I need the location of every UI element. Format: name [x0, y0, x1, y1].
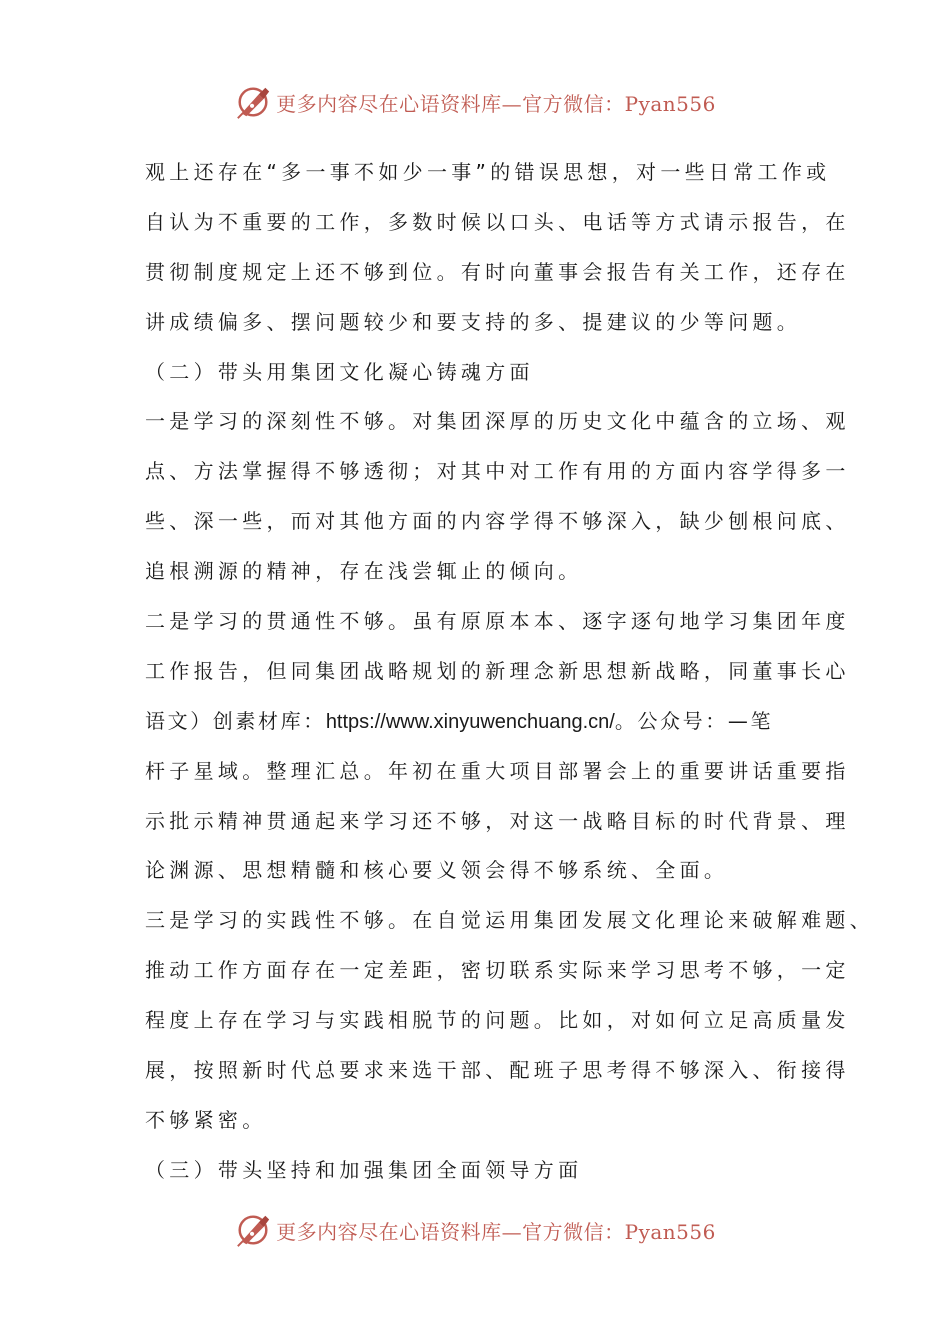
pen-nib-logo-icon — [234, 83, 272, 121]
text-line: 不够紧密。 — [145, 1107, 267, 1132]
footer-banner — [0, 1208, 950, 1252]
text-line: 示批示精神贯通起来学习还不够，对这一战略目标的时代背景、理 — [145, 808, 850, 833]
text-line: 推动工作方面存在一定差距，密切联系实际来学习思考不够，一定 — [145, 958, 850, 983]
text-line: 一是学习的深刻性不够。对集团深厚的历史文化中蕴含的立场、观 — [145, 409, 850, 434]
text-line: 工作报告，但同集团战略规划的新理念新思想新战略，同董事长心 — [145, 658, 850, 683]
text-line: 展，按照新时代总要求来选干部、配班子思考得不够深入、衔接得 — [145, 1058, 850, 1083]
website-url: https://www.xinyuwenchuang.cn/ — [325, 710, 615, 733]
text-line: 自认为不重要的工作，多数时候以口头、电话等方式请示报告，在 — [145, 209, 850, 234]
section-heading: （二）带头用集团文化凝心铸魂方面 — [145, 359, 534, 384]
header-banner-text: 更多内容尽在心语资料库—官方微信：Pyan556 — [276, 91, 716, 116]
text-line: 追根溯源的精神，存在浅尝辄止的倾向。 — [145, 559, 583, 584]
document-body — [145, 148, 874, 1196]
text-line: 程度上存在学习与实践相脱节的问题。比如，对如何立足高质量发 — [145, 1008, 850, 1033]
text-line: 杆子星域。整理汇总。年初在重大项目部署会上的重要讲话重要指 — [145, 758, 850, 783]
section-heading: （三）带头坚持和加强集团全面领导方面 — [145, 1157, 583, 1182]
header-banner — [0, 80, 950, 124]
text-line: 些、深一些，而对其他方面的内容学得不够深入，缺少刨根问底、 — [145, 509, 850, 534]
footer-banner-text: 更多内容尽在心语资料库—官方微信：Pyan556 — [276, 1219, 716, 1244]
text-line: 论渊源、思想精髓和核心要义领会得不够系统、全面。 — [145, 858, 729, 883]
url-line-prefix: 语文）创素材库： — [145, 708, 326, 733]
text-line-with-url — [145, 697, 825, 747]
text-line: 贯彻制度规定上还不够到位。有时向董事会报告有关工作，还存在 — [145, 259, 850, 284]
text-line: 二是学习的贯通性不够。虽有原原本本、逐字逐句地学习集团年度 — [145, 609, 850, 634]
text-line: 观上还存在“多一事不如少一事”的错误思想，对一些日常工作或 — [145, 160, 831, 184]
url-line-suffix: 。公众号：—笔 — [614, 708, 774, 733]
text-line: 点、方法掌握得不够透彻；对其中对工作有用的方面内容学得多一 — [145, 459, 850, 484]
text-line: 三是学习的实践性不够。在自觉运用集团发展文化理论来破解难题、 — [145, 908, 874, 933]
text-line: 讲成绩偏多、摆问题较少和要支持的多、提建议的少等问题。 — [145, 309, 802, 334]
pen-nib-logo-icon — [234, 1211, 272, 1249]
